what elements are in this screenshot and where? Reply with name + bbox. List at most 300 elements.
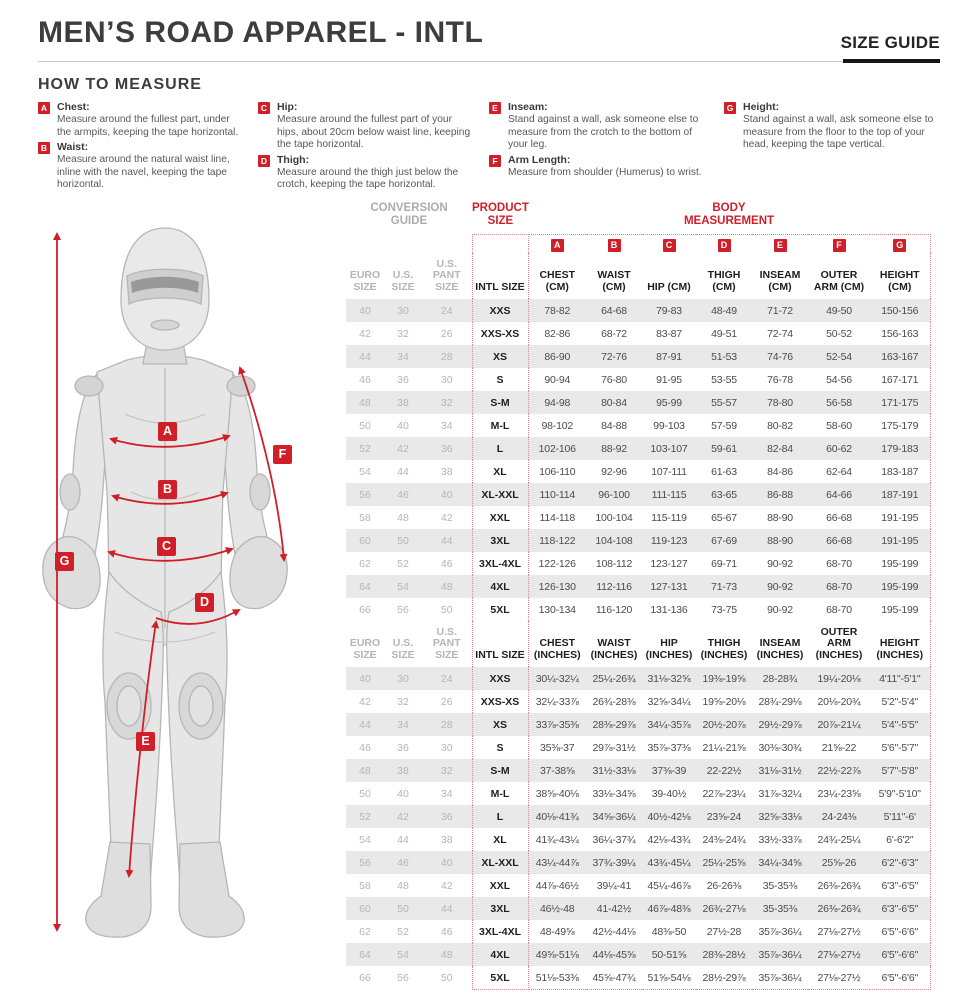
measurement-cell: 78-80 [752, 391, 808, 414]
measurement-cell: 34¼-35⅞ [642, 713, 696, 736]
intl-size-cell: 3XL-4XL [472, 552, 528, 575]
table-row [346, 874, 930, 897]
measurement-cell: 35⅞-36¼ [752, 966, 808, 990]
size-cell: 40 [346, 667, 384, 690]
size-cell: 34 [440, 419, 453, 432]
measurement-cell: 163-167 [870, 345, 930, 368]
size-cell: 66 [359, 603, 371, 616]
intl-size-cell: L [472, 437, 528, 460]
measurement-cell: 68-70 [826, 603, 852, 616]
column-header: HIP (CM) [647, 280, 691, 293]
measurement-cell: 29⅞-31½ [592, 741, 636, 754]
intl-size-cell: 3XL [472, 897, 528, 920]
measurement-cell: 72-76 [586, 345, 642, 368]
spacer-cell [346, 235, 384, 254]
column-header: OUTER ARM (INCHES) [815, 625, 863, 661]
measurement-cell: 5'2"-5'4" [870, 690, 930, 713]
measurement-cell: 26-26⅜ [706, 879, 742, 892]
measurement-cell: 32⅝-33⅛ [752, 805, 808, 828]
measure-description: Measure around the thigh just below the crotch, keeping the tape horizontal. [277, 166, 459, 190]
measurement-cell: 26¾-28⅜ [592, 695, 636, 708]
size-cell: 60 [346, 529, 384, 552]
table-row [346, 391, 930, 414]
measurement-cell: 5'7"-5'8" [870, 759, 930, 782]
table-row [346, 920, 930, 943]
measurement-cell: 127-131 [642, 575, 696, 598]
measurement-cell: 59-61 [696, 437, 752, 460]
measurement-cell: 34⅝-36¼ [586, 805, 642, 828]
size-cell: 44 [397, 833, 409, 846]
column-header: HEIGHT (INCHES) [870, 621, 930, 667]
size-cell: 40 [397, 787, 409, 800]
measurement-cell: 87-91 [642, 345, 696, 368]
intl-size-cell: 3XL-4XL [472, 920, 528, 943]
measurement-cell: 54-56 [826, 373, 852, 386]
size-cell: 46 [384, 483, 422, 506]
measurement-cell: 42⅛-43¾ [647, 833, 691, 846]
size-cell: 38 [384, 391, 422, 414]
column-header: THIGH (CM) [707, 269, 741, 293]
measurement-cell: 64-68 [586, 299, 642, 322]
measurement-cell: 84-88 [601, 419, 627, 432]
measure-description: Measure around the fullest part, under the armpits, keeping the tape horizontal. [57, 114, 239, 138]
table-row [346, 736, 930, 759]
measurement-cell: 106-110 [539, 465, 576, 478]
spacer-cell [472, 235, 528, 254]
size-cell: 28 [422, 713, 472, 736]
table-row [346, 322, 930, 345]
table-row [346, 759, 930, 782]
size-cell: 48 [422, 943, 472, 966]
measure-column-2 [258, 101, 489, 194]
measurement-cell: 39¼-41 [596, 879, 632, 892]
measurement-cell: 150-156 [870, 299, 930, 322]
measurement-cell: 119-123 [642, 529, 696, 552]
conversion-guide-header: CONVERSION GUIDE [370, 202, 448, 227]
column-header: INSEAM (INCHES) [756, 637, 804, 661]
measure-letter-badge: E [489, 102, 501, 114]
figure-point-a: A [158, 422, 177, 441]
measurement-cell: 130-134 [538, 603, 576, 616]
column-letter-badge: F [833, 239, 846, 252]
measure-label: Waist: [57, 141, 89, 153]
inches-rows [346, 667, 930, 990]
measurement-cell: 115-119 [651, 511, 687, 524]
size-cell: 48 [397, 511, 409, 524]
intl-size-cell: XXS-XS [472, 690, 528, 713]
intl-size-cell: XL [472, 828, 528, 851]
measurement-cell: 24¾-25¼ [817, 833, 861, 846]
size-cell: 32 [397, 327, 409, 340]
size-cell: 56 [397, 971, 409, 984]
size-cell: 46 [384, 851, 422, 874]
size-cell: 44 [422, 897, 472, 920]
measurement-cell: 55-57 [696, 391, 752, 414]
measurement-cell: 19⅜-19⅝ [696, 667, 752, 690]
intl-size-cell: XXS [472, 667, 528, 690]
measurement-cell: 23⅝-24 [696, 805, 752, 828]
measurement-cell: 69-71 [711, 557, 737, 570]
intl-size-cell: XXS [472, 299, 528, 322]
column-letter-cell [528, 235, 586, 254]
measurement-cell: 6'5"-6'6" [870, 966, 930, 990]
size-cell: 36 [397, 373, 409, 386]
column-header: WAIST (INCHES) [590, 637, 638, 661]
table-row [346, 966, 930, 990]
measurement-cell: 90-94 [544, 373, 571, 386]
measurement-cell: 24⅜-24¾ [702, 833, 746, 846]
size-cell: 54 [384, 575, 422, 598]
column-badge-row [346, 235, 930, 254]
measurement-cell: 156-163 [870, 322, 930, 345]
size-cell: 42 [384, 437, 422, 460]
size-cell: 44 [422, 529, 472, 552]
table-group-header-row [346, 200, 930, 235]
size-cell: 26 [440, 695, 453, 708]
measurement-cell: 31⅛-31½ [752, 759, 808, 782]
measurement-cell: 195-199 [870, 552, 930, 575]
measurement-cell: 25¼-25⅝ [696, 851, 752, 874]
size-cell: 30 [440, 373, 453, 386]
size-cell: 48 [422, 575, 472, 598]
column-letter-cell [642, 235, 696, 254]
how-to-measure-list [38, 101, 948, 194]
measurement-cell: 56-58 [808, 391, 870, 414]
measurement-cell: 35⅜-37 [540, 741, 575, 754]
measurement-cell: 43¼-44⅞ [528, 851, 586, 874]
measurement-cell: 78-82 [528, 299, 586, 322]
intl-size-cell: S-M [472, 759, 528, 782]
measurement-cell: 40⅛-41¾ [528, 805, 586, 828]
measurement-cell: 102-106 [528, 437, 586, 460]
size-cell: 40 [346, 299, 384, 322]
size-cell: 34 [384, 713, 422, 736]
measurement-cell: 51⅝-54⅛ [642, 966, 696, 990]
measurement-cell: 6'3"-6'5" [870, 874, 930, 897]
measurement-cell: 82-84 [752, 437, 808, 460]
column-header: INTL SIZE [472, 253, 528, 299]
table-row [346, 437, 930, 460]
measurement-cell: 35-35⅜ [762, 879, 798, 892]
measurement-cell: 71-72 [752, 299, 808, 322]
measure-letter-badge: D [258, 155, 270, 167]
size-cell: 64 [346, 575, 384, 598]
measurement-cell: 22½-22⅞ [808, 759, 870, 782]
measure-column-4 [724, 101, 948, 194]
figure-point-e: E [136, 732, 155, 751]
measurement-cell: 114-118 [539, 511, 576, 524]
measurement-cell: 76-80 [601, 373, 627, 386]
measurement-cell: 24-24⅜ [808, 805, 870, 828]
measurement-cell: 95-99 [642, 391, 696, 414]
measure-item-height [724, 101, 948, 152]
measurement-cell: 179-183 [870, 437, 930, 460]
measurement-cell: 28⅜-29⅞ [586, 713, 642, 736]
measurement-cell: 61-63 [711, 465, 737, 478]
measurement-cell: 32¼-33⅞ [535, 695, 579, 708]
intl-size-cell: XXL [472, 506, 528, 529]
header-divider-accent [843, 59, 940, 63]
measurement-cell: 27⅛-27½ [808, 966, 870, 990]
measure-description: Stand against a wall, ask someone else to measure from the floor to the top of your head, keeping the tape vertical. [743, 114, 934, 150]
measure-label: Height: [743, 101, 780, 113]
size-cell: 32 [422, 391, 472, 414]
size-cell: 48 [346, 391, 384, 414]
table-row [346, 897, 930, 920]
size-cell: 44 [397, 465, 409, 478]
table-row [346, 713, 930, 736]
size-cell: 50 [440, 971, 453, 984]
intl-size-cell: S [472, 736, 528, 759]
size-cell: 34 [440, 787, 453, 800]
column-header: THIGH (INCHES) [700, 637, 748, 661]
size-cell: 66 [359, 971, 371, 984]
measurement-cell: 86-88 [752, 483, 808, 506]
table-row [346, 782, 930, 805]
table-row [346, 368, 930, 391]
size-cell: 38 [384, 759, 422, 782]
size-cell: 64 [346, 943, 384, 966]
size-cell: 52 [397, 925, 409, 938]
intl-size-cell: XXS-XS [472, 322, 528, 345]
inches-column-header-row [346, 621, 930, 667]
size-cell: 24 [422, 667, 472, 690]
measurement-cell: 108-112 [595, 557, 633, 570]
measurement-cell: 49-50 [808, 299, 870, 322]
measurement-cell: 112-116 [586, 575, 642, 598]
intl-size-cell: XXL [472, 874, 528, 897]
measure-item-thigh [258, 154, 489, 192]
size-cell: 44 [346, 713, 384, 736]
table-row [346, 690, 930, 713]
measure-letter-badge: A [38, 102, 50, 114]
size-cell: 46 [359, 741, 371, 754]
measurement-cell: 19¼-20⅛ [808, 667, 870, 690]
column-letter-badge: A [551, 239, 564, 252]
size-cell: 38 [440, 465, 453, 478]
column-header: HIP (INCHES) [645, 637, 693, 661]
measurement-cell: 65-67 [711, 511, 737, 524]
size-cell: 50 [359, 419, 371, 432]
measurement-cell: 37¾-39¼ [586, 851, 642, 874]
measurement-cell: 21¼-21⅝ [702, 741, 746, 754]
size-cell: 50 [440, 603, 453, 616]
measurement-cell: 86-90 [528, 345, 586, 368]
measurement-cell: 167-171 [870, 368, 930, 391]
measurement-cell: 48⅜-50 [651, 925, 687, 938]
table-row [346, 598, 930, 621]
column-letter-cell [808, 235, 870, 254]
table-row [346, 943, 930, 966]
size-cell: 42 [359, 327, 371, 340]
measure-label: Thigh: [277, 153, 310, 166]
size-table [346, 200, 931, 990]
measurement-cell: 80-84 [586, 391, 642, 414]
measurement-cell: 33½-33⅞ [758, 833, 802, 846]
measurement-cell: 46⅞-48⅜ [642, 897, 696, 920]
size-cell: 56 [346, 851, 384, 874]
measurement-cell: 43¾-45¼ [642, 851, 696, 874]
size-cell: 24 [422, 299, 472, 322]
measure-description: Measure from shoulder (Humerus) to wrist. [508, 166, 702, 178]
inches-header [346, 621, 930, 667]
measurement-cell: 45⅝-47¾ [586, 966, 642, 990]
figure-point-g: G [55, 552, 74, 571]
measurement-cell: 44⅛-45⅝ [586, 943, 642, 966]
size-cell: 30 [440, 741, 453, 754]
intl-size-cell: 5XL [472, 598, 528, 621]
measurement-cell: 126-130 [528, 575, 586, 598]
measurement-cell: 107-111 [651, 465, 687, 478]
measurement-cell: 58-60 [826, 419, 852, 432]
size-cell: 48 [397, 879, 409, 892]
table-row [346, 805, 930, 828]
size-cell: 54 [359, 833, 371, 846]
measurement-cell: 35⅞-37⅜ [647, 741, 691, 754]
measurement-cell: 52-54 [808, 345, 870, 368]
measurement-cell: 6'5"-6'6" [870, 920, 930, 943]
table-row [346, 828, 930, 851]
intl-size-cell: L [472, 805, 528, 828]
measurement-cell: 42½-44⅛ [592, 925, 636, 938]
measurement-cell: 25⅝-26 [808, 851, 870, 874]
rider-silhouette [15, 192, 345, 1000]
measurement-cell: 62-64 [826, 465, 852, 478]
measurement-cell: 71-73 [696, 575, 752, 598]
measurement-cell: 45¼-46⅞ [647, 879, 691, 892]
intl-size-cell: XS [472, 713, 528, 736]
measurement-cell: 21⅝-22 [821, 741, 857, 754]
measurement-cell: 110-114 [528, 483, 586, 506]
measurement-cell: 27⅛-27½ [817, 925, 861, 938]
measurement-cell: 68-70 [826, 557, 852, 570]
measurement-cell: 4'11"-5'1" [870, 667, 930, 690]
column-letter-cell [586, 235, 642, 254]
measurement-cell: 50-51⅝ [642, 943, 696, 966]
product-size-header: PRODUCT SIZE [472, 202, 529, 227]
size-cell: 56 [346, 483, 384, 506]
table-row [346, 667, 930, 690]
measure-column-1 [38, 101, 258, 194]
column-header: OUTER ARM (CM) [813, 269, 865, 293]
measurement-cell: 28½-29⅞ [696, 966, 752, 990]
size-cell: 42 [440, 879, 453, 892]
figure-point-b: B [158, 480, 177, 499]
measurement-cell: 39-40½ [651, 787, 687, 800]
measurement-cell: 80-82 [767, 419, 793, 432]
size-cell: 56 [397, 603, 409, 616]
size-cell: 62 [359, 557, 371, 570]
cm-column-header-row [346, 253, 930, 299]
measurement-cell: 68-72 [601, 327, 627, 340]
column-header: INSEAM (CM) [759, 269, 801, 293]
measurement-cell: 48-49⅝ [540, 925, 575, 938]
size-cell: 52 [346, 805, 384, 828]
size-cell: 36 [422, 437, 472, 460]
column-header: WAIST (CM) [597, 269, 631, 293]
size-table-container [346, 200, 930, 990]
measurement-cell: 98-102 [541, 419, 573, 432]
column-header: INTL SIZE [472, 621, 528, 667]
intl-size-cell: 3XL [472, 529, 528, 552]
measurement-cell: 5'4"-5'5" [870, 713, 930, 736]
measurement-cell: 131-136 [650, 603, 688, 616]
table-row [346, 414, 930, 437]
size-cell: 34 [384, 345, 422, 368]
measure-description: Measure around the fullest part of your hips, about 20cm below waist line, keeping the tape horizontal. [277, 114, 471, 150]
measurement-cell: 72-74 [767, 327, 793, 340]
intl-size-cell: M-L [472, 782, 528, 805]
size-cell: 40 [397, 419, 409, 432]
measurement-cell: 6'2"-6'3" [870, 851, 930, 874]
measurement-cell: 37⅜-39 [642, 759, 696, 782]
size-cell: 32 [422, 759, 472, 782]
size-cell: 44 [346, 345, 384, 368]
size-cell: 50 [359, 787, 371, 800]
header-divider [38, 61, 940, 62]
measurement-cell: 74-76 [752, 345, 808, 368]
size-cell: 42 [359, 695, 371, 708]
table-row [346, 552, 930, 575]
table-row [346, 345, 930, 368]
table-row [346, 506, 930, 529]
measurement-cell: 88-90 [752, 529, 808, 552]
measurement-cell: 35⅞-36¼ [758, 925, 802, 938]
measurement-cell: 37-38⅝ [528, 759, 586, 782]
measurement-cell: 90-92 [752, 575, 808, 598]
size-cell: 28 [422, 345, 472, 368]
measurement-cell: 123-127 [650, 557, 688, 570]
size-cell: 52 [397, 557, 409, 570]
column-header: CHEST (INCHES) [533, 637, 581, 661]
column-letter-badge: E [774, 239, 787, 252]
measurement-cell: 104-108 [586, 529, 642, 552]
measurement-cell: 191-195 [870, 529, 930, 552]
measurement-cell: 100-104 [595, 511, 633, 524]
measurement-cell: 5'11"-6' [870, 805, 930, 828]
column-letter-cell [752, 235, 808, 254]
column-letter-cell [696, 235, 752, 254]
column-header: U.S. PANT SIZE [432, 257, 461, 293]
measurement-cell: 82-86 [544, 327, 571, 340]
column-letter-badge: C [663, 239, 676, 252]
intl-size-cell: 4XL [472, 943, 528, 966]
measurement-cell: 6'5"-6'6" [870, 943, 930, 966]
size-cell: 32 [397, 695, 409, 708]
intl-size-cell: S [472, 368, 528, 391]
size-cell: 60 [346, 897, 384, 920]
size-cell: 40 [422, 851, 472, 874]
measurement-cell: 34¼-34⅝ [752, 851, 808, 874]
measurement-cell: 90-92 [767, 557, 793, 570]
measurement-cell: 66-68 [826, 511, 852, 524]
measurement-cell: 6'-6'2" [870, 828, 930, 851]
measure-label: Arm Length: [508, 153, 571, 166]
column-header: EURO SIZE [349, 637, 381, 661]
size-cell: 36 [397, 741, 409, 754]
measure-item-inseam [489, 101, 724, 152]
size-cell: 46 [359, 373, 371, 386]
measurement-cell: 195-199 [870, 575, 930, 598]
spacer-cell [422, 235, 472, 254]
figure-point-d: D [195, 593, 214, 612]
size-cell: 42 [440, 511, 453, 524]
measurement-cell: 48-49 [696, 299, 752, 322]
size-cell: 52 [346, 437, 384, 460]
measurement-cell: 99-103 [653, 419, 685, 432]
column-letter-badge: B [608, 239, 621, 252]
size-cell: 62 [359, 925, 371, 938]
